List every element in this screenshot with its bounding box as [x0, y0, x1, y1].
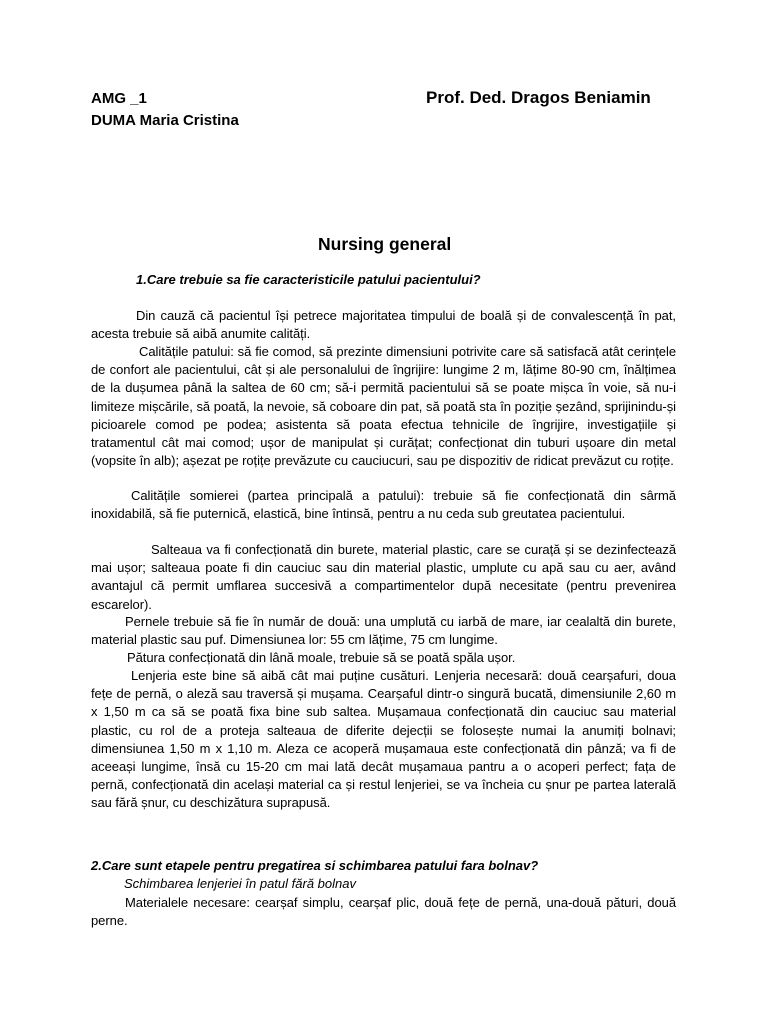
- question-1: 1.Care trebuie sa fie caracteristicile patului pacientului?: [136, 272, 481, 287]
- page-title: Nursing general: [318, 234, 452, 254]
- paragraph-pillows: Pernele trebuie să fie în număr de două: una umplută cu iarbă de mare, iar cealaltă din burete, material plastic sau puf. Dimensiunea lor: 55 cm lățime, 75 cm lungime.: [91, 614, 676, 648]
- paragraph-blanket: Pătura confecționată din lână moale, trebuie să se poată spăla ușor.: [127, 650, 516, 665]
- group-label: AMG _1: [91, 90, 147, 107]
- paragraph-mattress: Salteaua va fi confecționată din burete, material plastic, care se curață și se dezinfectează mai ușor; salteaua poate fi din cauciuc sau din material plastic, umplute cu apă sau cu aer, având avantajul că permit umflarea succesivă a compartimentelor după necesitate (pentru prevenirea escarelor).: [91, 542, 676, 612]
- professor-name: Prof. Ded. Dragos Beniamin: [426, 88, 651, 107]
- paragraph-linen: Lenjeria este bine să aibă cât mai puține cusături. Lenjeria necesară: două cearșafuri, doua fețe de pernă, o aleză sau traversă și mușama. Cearșaful dintr-o singură bucată, dimensiunile 2,60 m x 1,50 m ca să se poată fixa bine sub saltea. Mușamaua confecționată din cauciuc sau material plastic, cu rol de a proteja salteaua de diferite dejecții se folosește numai la anumiți bolnavi; dimensiunea 1,50 m x 1,10 m. Aleza ce acoperă mușamaua este confecționată din pânză; va fi de aceeași lungime, însă cu 15-20 cm mai lată decât mușamaua pantru a o acoperi perfect; fața de pernă, confecționată din același material ca și restul lenjeriei, se va încheia cu șnur pe partea laterală sau fără șnur, cu deschizătura suprapusă.: [91, 668, 676, 811]
- paragraph-bedspring: Calitățile somierei (partea principală a patului): trebuie să fie confecționată din sârmă inoxidabilă, să fie puternică, elastică, bine întinsă, pentru a nu ceda sub greutatea pacientului.: [91, 488, 676, 522]
- student-name: DUMA Maria Cristina: [91, 112, 239, 129]
- subheading-linen-change: Schimbarea lenjeriei în patul fără bolnav: [124, 876, 356, 891]
- paragraph-intro: Din cauză că pacientul își petrece majoritatea timpului de boală și de convalescență în pat, acesta trebuie să aibă anumite calități.: [91, 308, 676, 342]
- question-2: 2.Care sunt etapele pentru pregatirea si schimbarea patului fara bolnav?: [91, 858, 539, 873]
- paragraph-materials: Materialele necesare: cearșaf simplu, cearșaf plic, două fețe de pernă, una-două pături, două perne.: [91, 895, 676, 929]
- paragraph-bed-qualities: Calitățile patului: să fie comod, să prezinte dimensiuni potrivite care să satisfacă atât cerințele de confort ale pacientului, cât și ale personalului de îngrijire: lungime 2 m, lățime 80-90 cm, înălțimea de la dușumea până la saltea de 60 cm; să-i permită pacientului să se poate mișca în voie, să nu-i limiteze mișcările, să poată, la nevoie, să coboare din pat, să poată sta în poziție șezând, sprijinindu-și picioarele comod pe podea; asistenta să poata efectua tehnicile de îngrijire, investigațiile și tratamentul cât mai comod; ușor de manipulat și curățat; confecționat din tuburi ușoare din metal (vopsite în alb); așezat pe roțițe prevăzute cu cauciucuri, sau pe dispozitiv de ridicat prevăzut cu roțițe.: [91, 344, 676, 469]
